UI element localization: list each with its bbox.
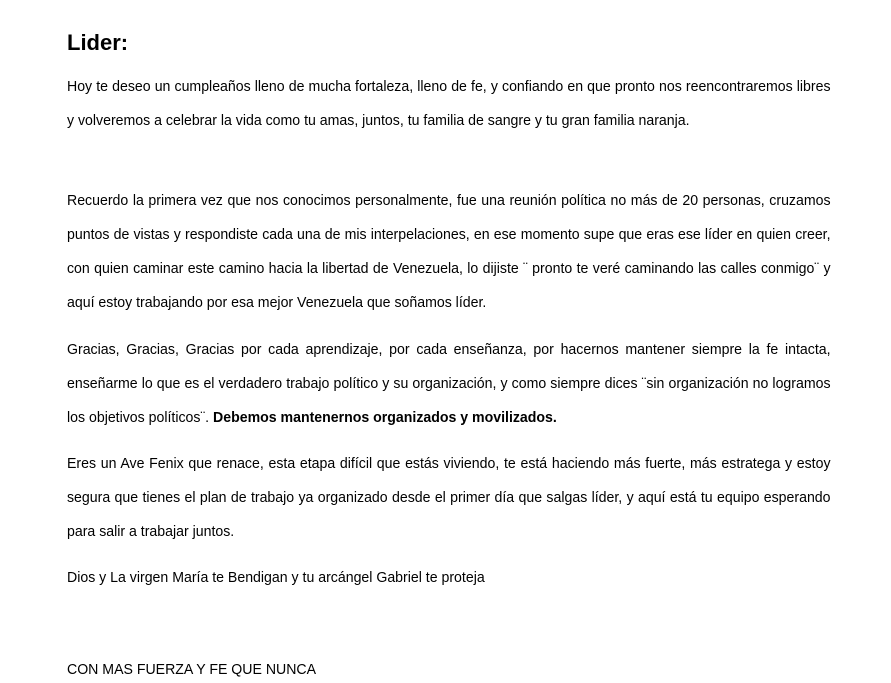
paragraph-birthday-wish: Hoy te deseo un cumpleaños lleno de mucha fortaleza, lleno de fe, y confiando en que pronto nos reencontraremos libres y volveremos a celebrar la vida como tu amas, juntos, tu familia de sangre y tu gran familia naranja. [67,78,831,129]
letter-heading: Lider: [67,30,129,55]
paragraph-blessing: Dios y La virgen María te Bendigan y tu arcángel Gabriel te proteja [67,569,485,586]
paragraph-gratitude-text: Gracias, Gracias, Gracias por cada aprendizaje, por cada enseñanza, por hacernos mantener siempre la fe intacta, enseñarme lo que es el verdadero trabajo político y su organización, y como siempre dices ¨sin organización no logramos los objetivos políticos¨. [67,341,831,426]
paragraph-ave-fenix: Eres un Ave Fenix que renace, esta etapa difícil que estás viviendo, te está haciendo más fuerte, más estratega y estoy segura que tienes el plan de trabajo ya organizado desde el primer día que salgas líder, y aquí está tu equipo esperando para salir a trabajar juntos. [67,455,831,540]
paragraph-first-meeting: Recuerdo la primera vez que nos conocimos personalmente, fue una reunión política no más de 20 personas, cruzamos puntos de vistas y respondiste cada una de mis interpelaciones, en ese momento supe que eras ese líder en quien creer, con quien caminar este camino hacia la libertad de Venezuela, lo dijiste ¨ pronto te veré caminando las calles conmigo¨ y aquí estoy trabajando por esa mejor Venezuela que soñamos líder. [67,192,831,311]
letter-closing: CON MAS FUERZA Y FE QUE NUNCA [67,661,317,678]
paragraph-gratitude-emphasis: Debemos mantenernos organizados y movilizados. [213,409,557,426]
paragraph-gratitude [67,333,831,435]
